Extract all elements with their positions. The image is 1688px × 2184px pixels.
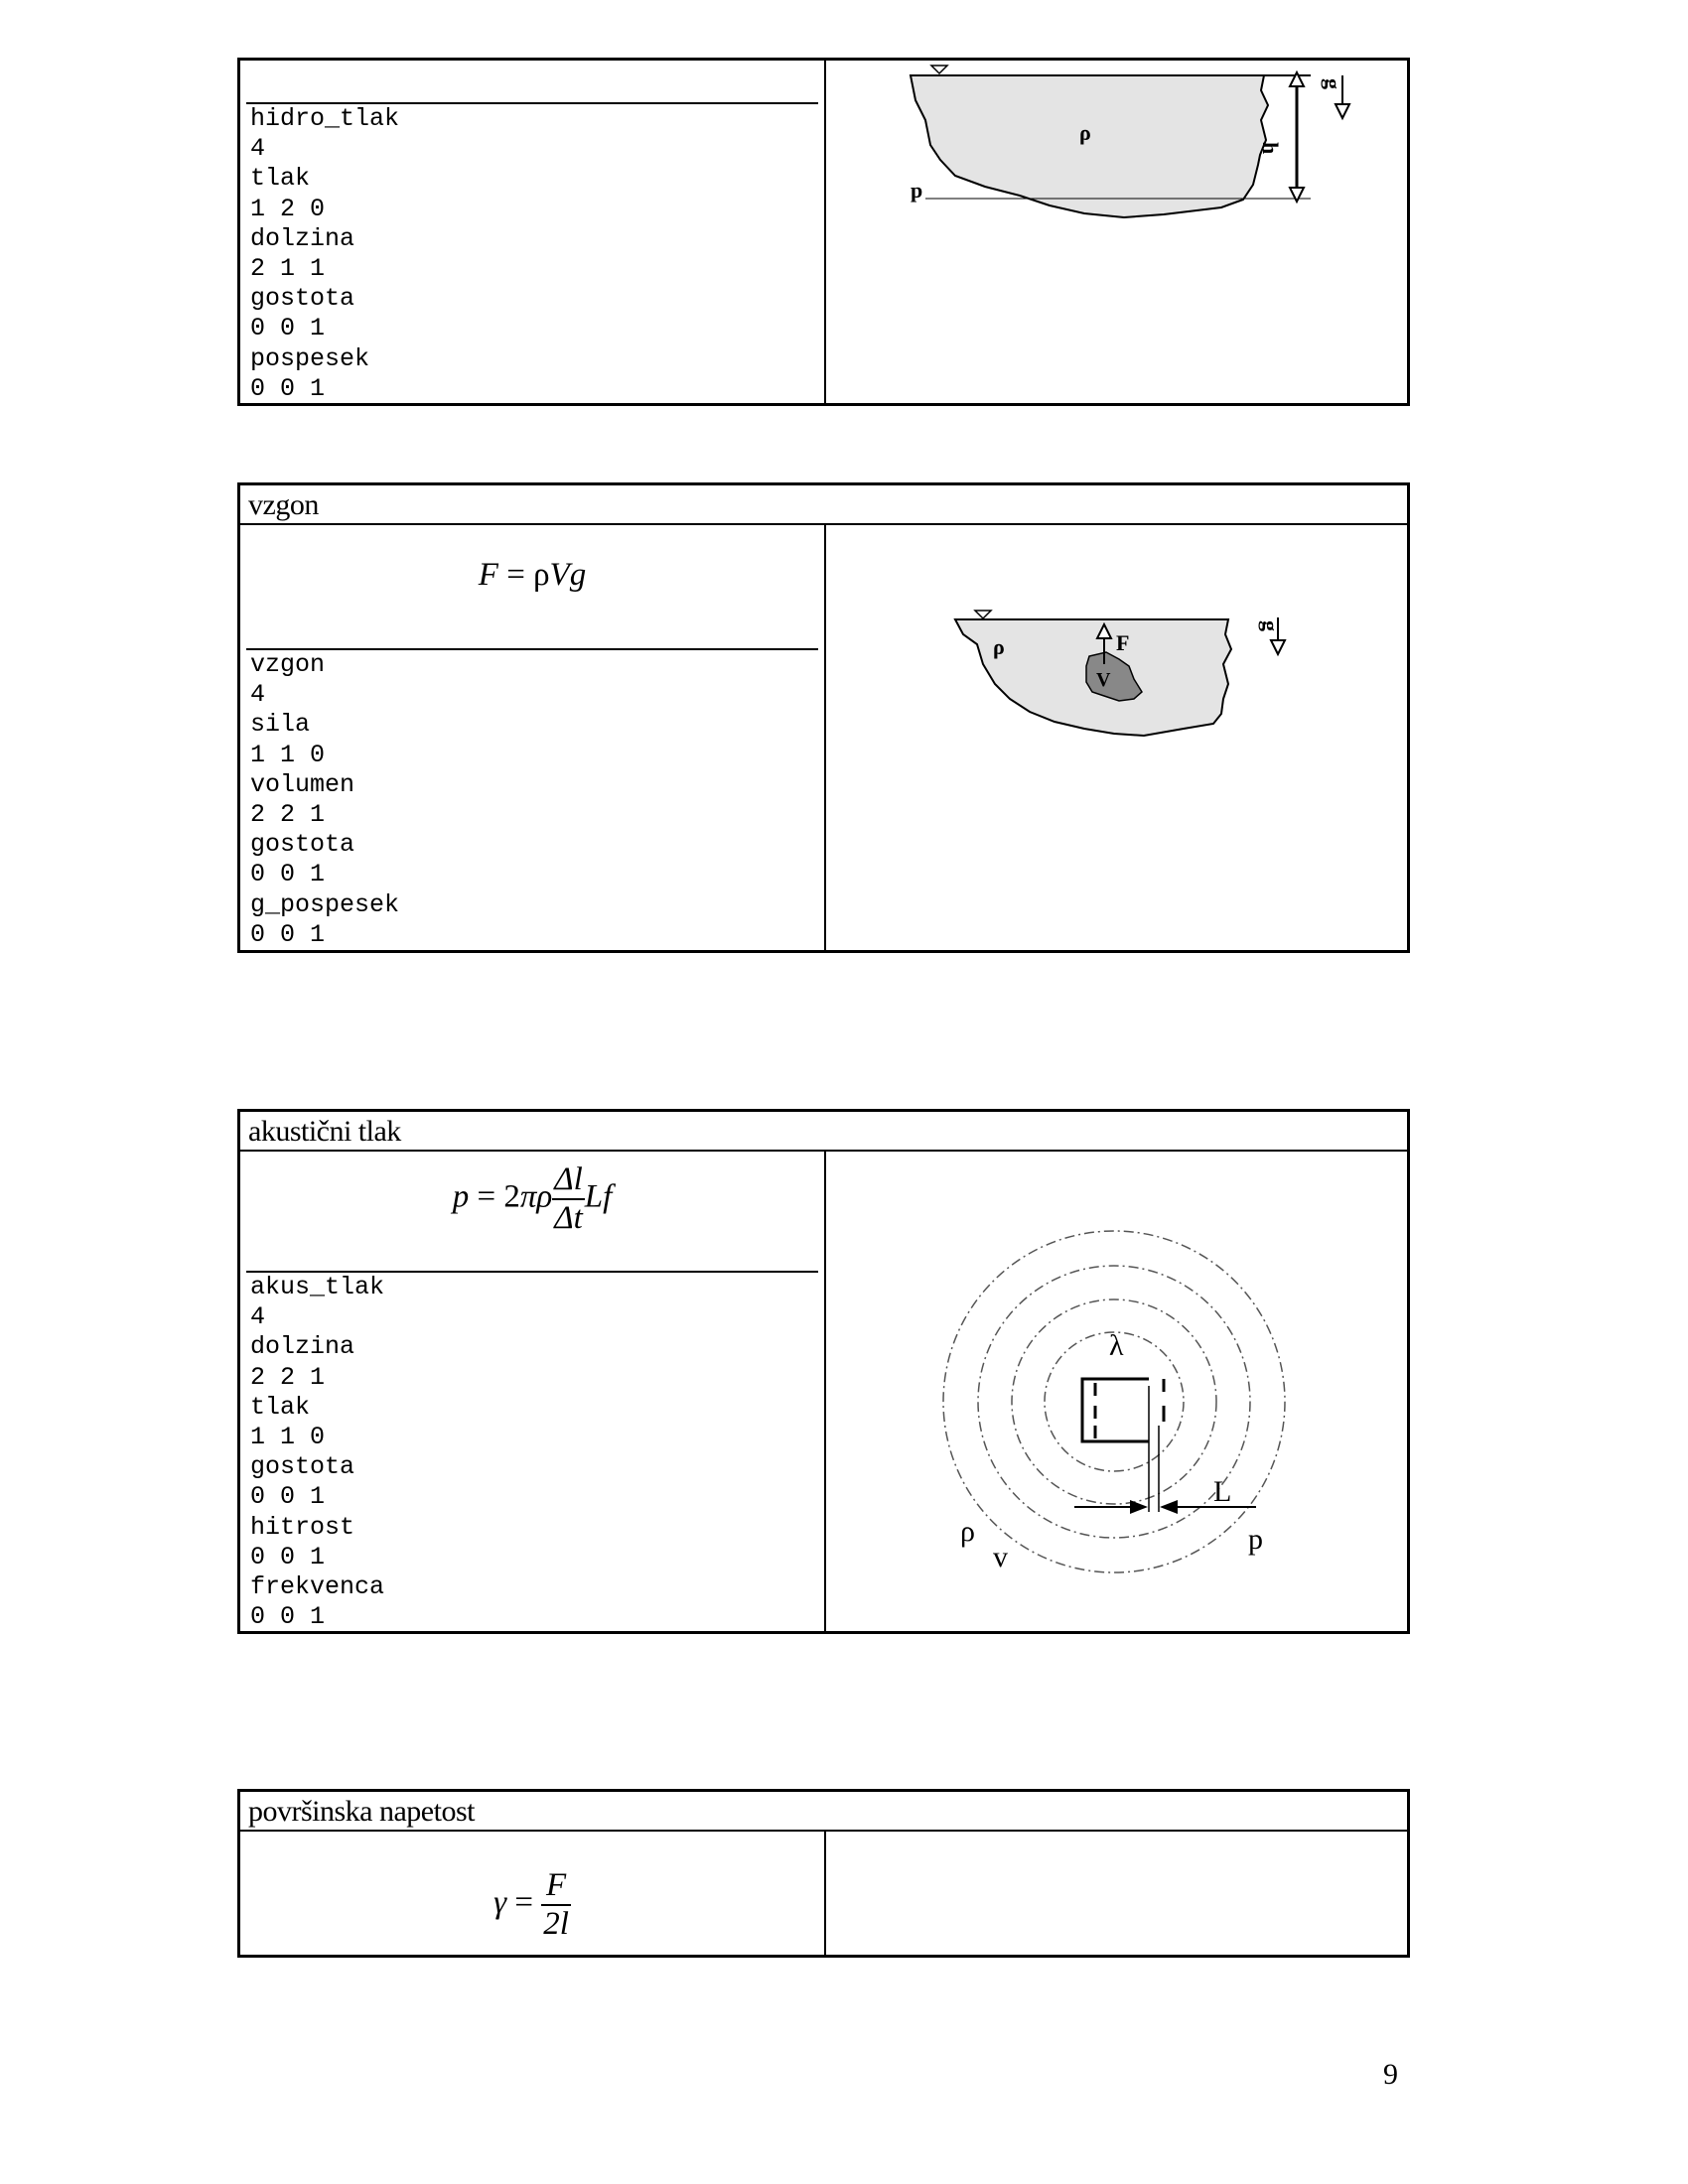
code-line: 2 1 1 (250, 254, 326, 284)
code-line: dolzina (250, 1332, 355, 1362)
density-label: ρ (1079, 120, 1091, 145)
formula: γ = $\frac{F}{2l}$ (493, 1867, 569, 1942)
buoyancy-figure (826, 525, 1407, 952)
figure-column (826, 1152, 1407, 1631)
fraction: $\frac{\Delta l}{\Delta t}$ (554, 1161, 583, 1236)
card-body (240, 1832, 1407, 1955)
code-block (250, 1273, 384, 1632)
card-body (240, 1152, 1407, 1631)
code-block (250, 650, 399, 950)
code-line: frekvenca (250, 1572, 385, 1602)
code-line: pospesek (250, 343, 370, 373)
code-line: 4 (250, 134, 266, 164)
code-line: 1 1 0 (250, 740, 326, 769)
code-line: 0 0 1 (250, 860, 326, 889)
code-line: 2 2 1 (250, 800, 326, 830)
code-line: tlak (250, 1392, 311, 1422)
page-number: 9 (1383, 2058, 1398, 2091)
code-line: vzgon (250, 650, 326, 679)
code-line: 0 0 1 (250, 1602, 326, 1632)
formula: F = ρVg (478, 557, 587, 593)
code-block (250, 104, 399, 404)
code-line: 0 0 1 (250, 919, 326, 949)
gravity-label: g (1258, 620, 1283, 631)
code-line: 2 2 1 (250, 1362, 326, 1392)
code-line: akus_tlak (250, 1273, 385, 1301)
code-line: dolzina (250, 223, 355, 253)
hydrostatic-pressure-figure (826, 61, 1407, 403)
figure-column (826, 525, 1407, 950)
card-povrsinska-napetost (237, 1789, 1410, 1958)
code-line: 0 0 1 (250, 314, 326, 343)
fraction: $\frac{F}{2l}$ (543, 1867, 569, 1942)
wavelength-label: λ (1109, 1329, 1124, 1362)
length-label: L (1213, 1475, 1232, 1508)
formula-column (240, 1832, 824, 1955)
formula-column (240, 1152, 824, 1631)
code-line: 1 2 0 (250, 194, 326, 223)
code-line: hidro_tlak (250, 104, 400, 133)
pressure-label: p (1248, 1523, 1263, 1556)
card-title: akustični tlak (240, 1112, 1407, 1152)
acoustic-pressure-figure (826, 1152, 1407, 1633)
force-label: F (1116, 630, 1130, 655)
pressure-label: p (911, 178, 923, 203)
card-body (240, 525, 1407, 950)
formula: p = 2πρ $\frac{\Delta l}{\Delta t}$ Lf (452, 1161, 613, 1236)
code-line: tlak (250, 164, 311, 194)
code-line: gostota (250, 1452, 355, 1482)
code-line: 1 1 0 (250, 1423, 326, 1452)
card-body (240, 61, 1407, 403)
card-title: vzgon (240, 485, 1407, 525)
code-line: hitrost (250, 1512, 355, 1542)
figure-column (826, 61, 1407, 403)
code-line: 4 (250, 680, 266, 710)
gravity-label: g (1321, 78, 1345, 89)
card-title: površinska napetost (240, 1792, 1407, 1832)
density-label: ρ (960, 1515, 975, 1548)
velocity-label: v (993, 1541, 1008, 1573)
code-line: gostota (250, 830, 355, 860)
code-line: 0 0 1 (250, 1542, 326, 1571)
height-label: h (1258, 142, 1283, 155)
figure-column (826, 1832, 1407, 1955)
formula-column (240, 525, 824, 950)
card-hidro-tlak (237, 58, 1410, 406)
code-line: volumen (250, 769, 355, 799)
code-line: 4 (250, 1302, 266, 1332)
volume-label: V (1096, 669, 1111, 691)
code-line: sila (250, 710, 311, 740)
card-vzgon (237, 482, 1410, 953)
density-label: ρ (993, 634, 1005, 659)
code-line: 0 0 1 (250, 1482, 326, 1512)
formula-column (240, 61, 824, 403)
card-akusticni-tlak (237, 1109, 1410, 1634)
code-line: g_pospesek (250, 889, 400, 919)
code-line: gostota (250, 284, 355, 314)
code-line: 0 0 1 (250, 373, 326, 403)
